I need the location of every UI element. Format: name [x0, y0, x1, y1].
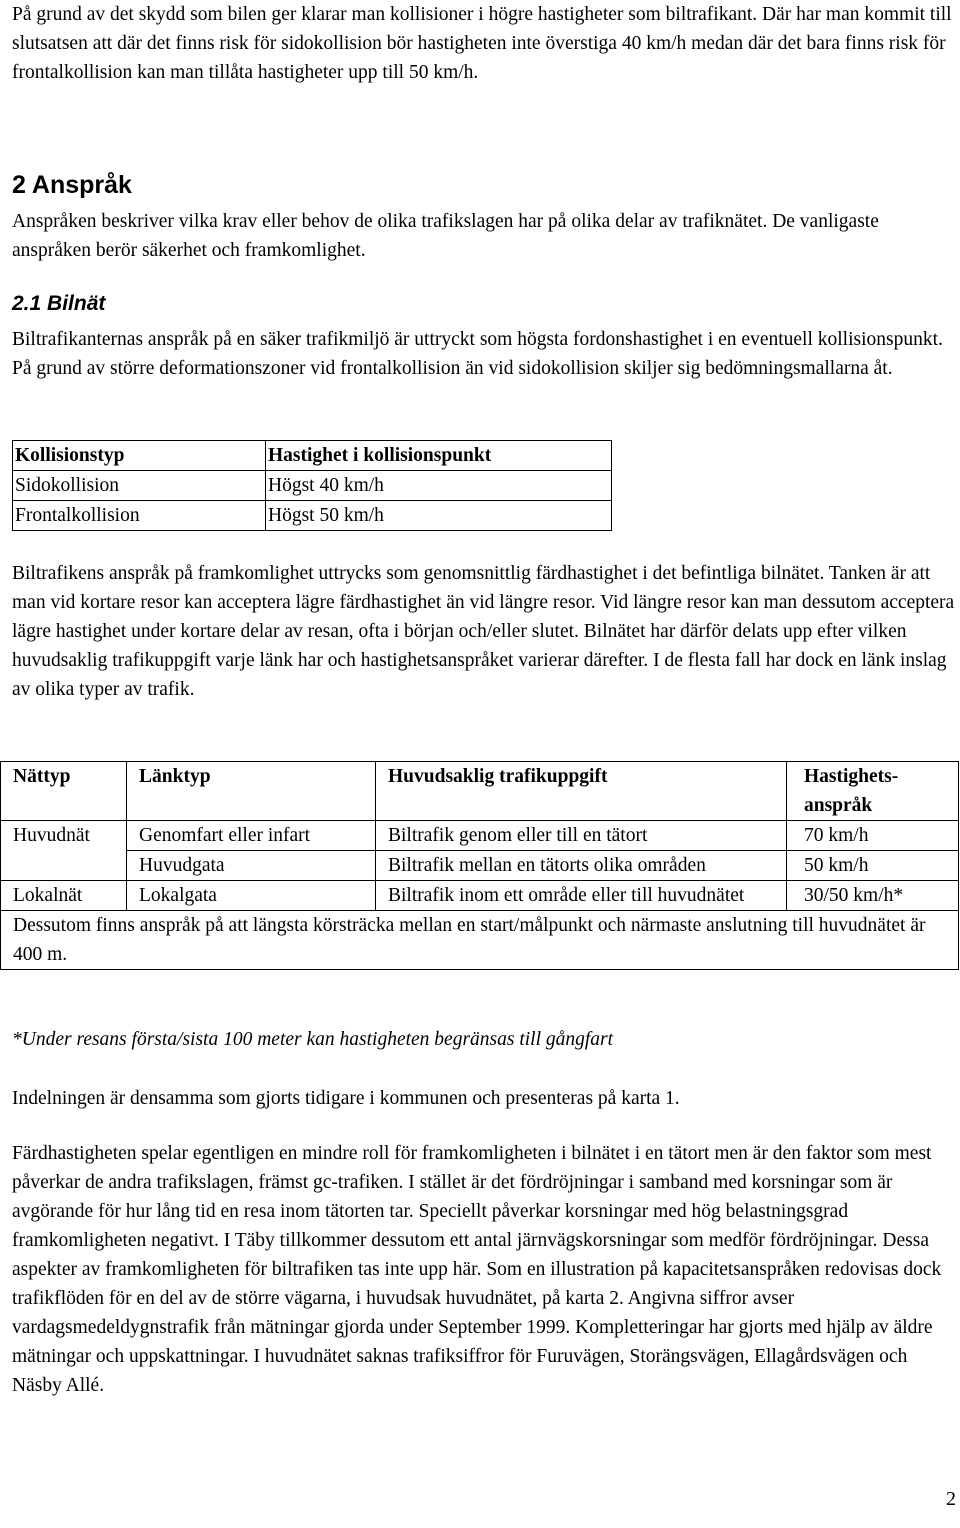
table-row	[13, 501, 612, 531]
footnote: *Under resans första/sista 100 meter kan hastigheten begränsas till gångfart	[12, 1029, 614, 1050]
table-cell: Genomfart eller infart	[127, 821, 376, 851]
table-cell: 70 km/h	[787, 821, 959, 851]
table-row	[13, 471, 612, 501]
intro-paragraph: På grund av det skydd som bilen ger klarar man kollisioner i högre hastigheter som biltrafikant. Där har man kommit till slutsatsen att där det finns risk för sidokollision bör hastigheten inte överstiga 40 km/h medan där det bara finns risk för frontalkollision kan man tillåta hastigheter upp till 50 km/h.	[12, 4, 952, 83]
travel-speed-paragraph: Färdhastigheten spelar egentligen en mindre roll för framkomligheten i bilnätet i en tätort men är den faktor som mest påverkar de andra trafikslagen, främst gc-trafiken. I stället är det fördröjningar i samband med korsningar som är avgörande för hur lång tid en resa inom tätorten tar. Speciellt påverkar korsningar med hög belastningsgrad framkomligheten negativt. I Täby tillkommer dessutom ett antal järnvägskorsningar som medför fördröjningar. Dessa aspekter av framkomligheten för biltrafiken tas inte upp här. Som en illustration på kapacitetsanspråken redovisas dock trafikflöden för en del av de större vägarna, i huvudsak huvudnätet, på karta 2. Angivna siffror avser vardagsmedeldygnstrafik från mätningar gjorda under September 1999. Kompletteringar har gjorts med hjälp av äldre mätningar och uppskattningar. I huvudnätet saknas trafiksiffror för Furuvägen, Storängsvägen, Ellagårdsvägen och Näsby Allé.	[12, 1143, 942, 1396]
table-row	[1, 881, 959, 911]
division-paragraph: Indelningen är densamma som gjorts tidigare i kommunen och presenteras på karta 1.	[12, 1088, 680, 1109]
table-cell: Högst 40 km/h	[266, 471, 612, 501]
header-collision-speed: Hastighet i kollisionspunkt	[266, 441, 612, 471]
table-cell	[1, 851, 127, 881]
header-main-task: Huvudsaklig trafikuppgift	[376, 762, 787, 821]
table-row	[1, 821, 959, 851]
table-cell: Biltrafik inom ett område eller till huvudnätet	[376, 881, 787, 911]
network-table	[0, 761, 959, 970]
table-cell: Huvudgata	[127, 851, 376, 881]
claims-paragraph: Anspråken beskriver vilka krav eller behov de olika trafikslagen har på olika delar av trafiknätet. De vanligaste anspråken berör säkerhet och framkomlighet.	[12, 211, 879, 261]
section-heading-2: 2 Anspråk	[12, 171, 132, 199]
header-collision-type: Kollisionstyp	[13, 441, 266, 471]
table-cell: Frontalkollision	[13, 501, 266, 531]
table-cell: Lokalnät	[1, 881, 127, 911]
table-cell: 30/50 km/h*	[787, 881, 959, 911]
table-note-row	[1, 911, 959, 970]
table-header-row	[13, 441, 612, 471]
header-link-type: Länktyp	[127, 762, 376, 821]
table-cell: Biltrafik mellan en tätorts olika områden	[376, 851, 787, 881]
table-cell: Lokalgata	[127, 881, 376, 911]
page-number: 2	[946, 1488, 956, 1510]
table-cell: Huvudnät	[1, 821, 127, 851]
table-cell: Biltrafik genom eller till en tätort	[376, 821, 787, 851]
table-row	[1, 851, 959, 881]
table-header-row	[1, 762, 959, 821]
table-cell: 50 km/h	[787, 851, 959, 881]
speed-paragraph: Biltrafikens anspråk på framkomlighet uttrycks som genomsnittlig färdhastighet i det befintliga bilnätet. Tanken är att man vid kortare resor kan acceptera lägre färdhastighet än vid längre resor. Vid längre resor kan man dessutom acceptera lägre hastighet under kortare delar av resan, ofta i början och/eller slutet. Bilnätet har därför delats upp efter vilken huvudsaklig trafikuppgift varje länk har och hastighetsanspråket varierar därefter. I de flesta fall har dock en länk inslag av olika typer av trafik.	[12, 563, 955, 700]
car-network-paragraph: Biltrafikanternas anspråk på en säker trafikmiljö är uttryckt som högsta fordonshastighet i en eventuell kollisionspunkt. På grund av större deformationszoner vid frontalkollision än vid sidokollision skiljer sig bedömningsmallarna åt.	[12, 329, 943, 379]
table-note: Dessutom finns anspråk på att längsta körsträcka mellan en start/målpunkt och närmaste anslutning till huvudnätet är 400 m.	[1, 911, 959, 970]
table-cell: Sidokollision	[13, 471, 266, 501]
header-network-type: Nättyp	[1, 762, 127, 821]
collision-table	[12, 440, 612, 531]
table-cell: Högst 50 km/h	[266, 501, 612, 531]
header-speed-claim: Hastighets-anspråk	[787, 762, 959, 821]
section-heading-2-1: 2.1 Bilnät	[12, 292, 106, 315]
